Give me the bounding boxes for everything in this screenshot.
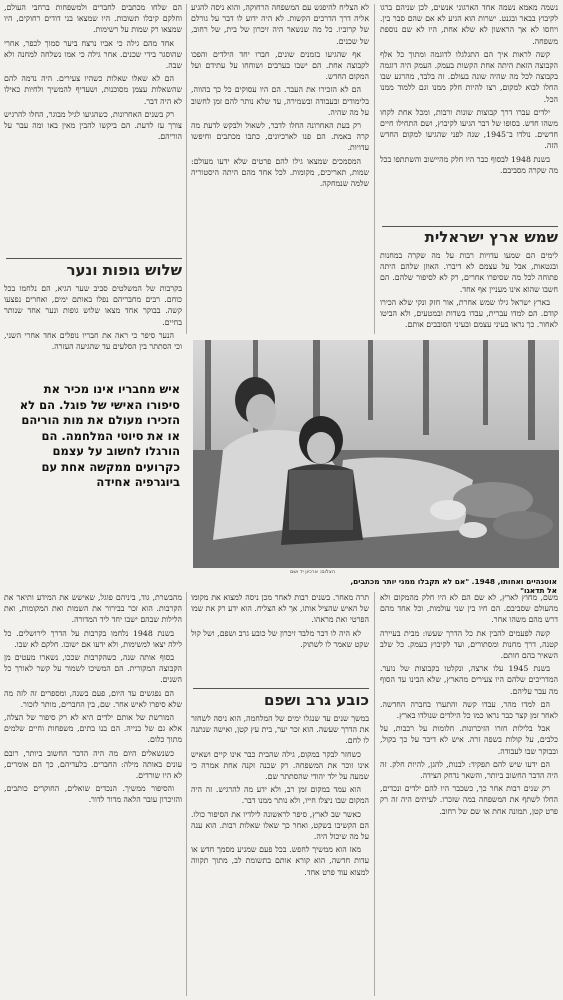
article-column-shalosh <box>4 283 182 352</box>
paragraph: הם לא שאלו שאלות כשהיו צעירים. היה נדמה להם שהשאלות עצמן מסוכנות, ושעדיף להמשיך ולחיות כאילו לא היה דבר. <box>4 74 182 106</box>
paragraph: הוא עמד במקום זמן רב, ולא ידע מה להרגיש. זה היה המקום שבו ניצלו חייו, ולא נותר ממנו דבר. <box>191 785 369 806</box>
archival-photo <box>193 340 559 568</box>
paragraph: אחד מהם גילה כי אביו נרצח ביער סמוך לכפר, אחרי שהוסגר בידי שכנים. אחר גילה כי אמו נשלחה למחנה ולא שבה. <box>4 38 182 71</box>
section-heading-kova: כובע גרב ושפם <box>264 691 369 709</box>
article-column-kova-top <box>191 592 369 690</box>
article-column-top-left <box>4 2 182 242</box>
article-column-bottom-left <box>4 592 182 996</box>
paragraph: תרה מאחר. בשנים רבות לאחר מכן ניסה למצוא את מקומו של האיש שהציל אותו, אך לא הצליח. הוא ידע רק את שמו הפרטי ואת מראהו. <box>191 593 369 625</box>
paragraph: אף שהגיעו בזמנים שונים, חברו יחד הילדים והפכו לקבוצה אחת. הם ישבו בערבים ושוחחו על עתידם ועל המקום החדש. <box>191 49 369 82</box>
section-rule <box>193 688 369 689</box>
article-column-top-right <box>380 2 558 260</box>
paragraph: נשמה מאמא נשמה אחד הארגוני אנשים, לכן שניהם ברגו לקיבוץ בבאר ובגנט. ישרות הוא הגיע לא אם שהם סבר בין. ויחסו לא אך הראשון לא שלא אחת, היו לא שם נוספת משפחה. <box>380 3 558 46</box>
paragraph: רק בעת האחרונה החלו לדבר, לשאול ולבקש לדעת מה קרה באמת. הם פנו לארכיונים, כתבו מכתבים וחיפשו עדויות. <box>191 121 369 153</box>
paragraph: רק בשנים האחרונות, כשהגיעו לגיל מבוגר, החלו להרגיש צורך עז לדעת. הם ביקשו להבין מאין באו ומה עבר על הוריהם. <box>4 109 182 142</box>
paragraph: בארץ ישראל גילו שמש אחרת, אור חזק ונקי שלא הכירו קודם. הם למדו עברית, עבדו בשדות ובמטעים, ולא הביטו לאחור. כך נראו בעיני עצמם ובעיני הסובבים אותם. <box>380 297 558 330</box>
paragraph: משם, מחוץ לארץ, לא שם הם לא היו חלק מהמקום ולא מהעולם שסביבם. הם חיו בין שני עולמות, וכל אחד מהם דרש מהם משהו אחר. <box>380 593 558 625</box>
paragraph: קשה לראות איך הם התגלגלו לדוגמה ומתוך כל אלף הקבוצה הזאת היתה אחת הקשות בעמק. העמק היה דוגמה בקבוצה לכל מה שהיה שונה בעולם. זה בלבד, מהרגע שבו החלו לבוא למקום, רצו להיות חלק ממנו וגם ללמוד ממנו הכל. <box>380 49 558 104</box>
column-divider <box>374 4 375 334</box>
paragraph: הנער סיפר כי ראה את חבריו נופלים אחד אחרי השני, וכי הסתתר בין הסלעים עד שהגיעה העזרה. <box>4 330 182 352</box>
article-column-shemesh <box>380 250 558 336</box>
paragraph: מהבשרת, גוד, ביניהם פוגל, שאישש את המידע ותיאר את הקרבות. הוא זכר בבירור את השמות ואת המקומות, ואת הלילות שבהם ישבו יחד ליד המדורה. <box>4 593 182 625</box>
paragraph: לימים הם שמעו עדויות רבות על מה שקרה במחנות ובגטאות, אבל על עצמם לא דיברו. האוזן שלהם היתה פתוחה לכל מה שסיפרו אחרים, רק לא לסיפור שלהם. הם חשבו שהוא אינו מעניין אף אחד. <box>380 251 558 294</box>
section-heading-shalosh: שלוש גופות ונער <box>66 261 182 279</box>
paragraph: כאשר שב לארץ, סיפר לראשונה לילדיו את הסיפור כולו. הם הקשיבו בשקט, ואחר כך שאלו שאלות רבות. הוא ענה על מה שיכול היה. <box>191 809 369 842</box>
paragraph: בשנת 1945 עלו ארצה, ונקלטו בקבוצות של נוער. המדריכים שלהם היו צעירים מהארץ, שלא הבינו עד הסוף מה עבר עליהם. <box>380 664 558 696</box>
paragraph: המסמכים שמצאו גילו להם פרטים שלא ידעו מעולם: שמות, תאריכים, מקומות. לכל אחד מהם היתה היסטוריה שלמה שנמחקה. <box>191 156 369 189</box>
photo-credit: הצלום: ארכיון יד ושם <box>290 569 335 575</box>
section-heading-shemesh: שמש ארץ ישראלית <box>424 228 558 246</box>
paragraph: מאז הוא ממשיך לחפש. בכל פעם שמגיע מסמך חדש או עדות חדשה, הוא קורא אותם בתשומת לב, מתוך תקווה למצוא עוד פרט אחד. <box>191 845 369 877</box>
paragraph: בשנת 1948 נלחמו בקרבות על הדרך לירושלים. כל לילה יצאו למשימות, ולא ידעו אם ישובו. חלקם לא שבו. <box>4 628 182 649</box>
section-rule <box>6 258 182 259</box>
article-column-top-middle <box>191 2 369 334</box>
column-divider <box>186 4 187 334</box>
paragraph: בשנת 1948 לבסוף כבר היו חלק מהיישוב והשתתפו בכל מה שקרה מסביבם. <box>380 154 558 175</box>
section-rule <box>382 226 558 227</box>
paragraph: כשנשאלים היום מה היה הדבר החשוב ביותר, רובם עונים באותה מילה: החברים. בלעדיהם, כך הם אומרים, לא היו שורדים. <box>4 748 182 781</box>
article-column-kova <box>191 713 369 996</box>
paragraph: הם לא הזכירו את העבר. הם היו עסוקים כל כך בהווה, בלימודים ובעבודה ובשמירה, עד שלא נותר להם זמן לחשוב על מה שהיה. <box>191 85 369 117</box>
paragraph: לא הצליח להיפגש עם המשפחה הרחוקה, והוא ניסה להגיע אליה דרך הדרכים הקשות. לא היה ידוע לו דבר על גורלם של קרוביו. כל מה שנשאר היה זיכרון של בית, של רחוב, של שכנים. <box>191 3 369 46</box>
pull-quote: איש מחבריו אינו מכיר את סיפורו האישי של פוגל. הם לא הזכירו מעולם את מות הוריהם או את סיוטי המלחמה. הם הורגלו לחשוב על עצמם כקרועים ממקשה אחת עם ביוגרפיה אחידה <box>19 382 180 489</box>
paragraph: והסיפור ממשיך. הנכדים שואלים, החוקרים כותבים, והזיכרון עובר הלאה מדור לדור. <box>4 784 182 805</box>
paragraph: במשך שנים עד שנגלו ימים של המלחמה, הוא ניסה לשחזר את הדרך שעשה. הוא זכר יער, בית עץ קטן, ואישה שנתנה לו לחם. <box>191 714 369 746</box>
paragraph: כשחזר לבקר במקום, גילה שהבית כבר אינו קיים ושאיש אינו זוכר את המשפחה. רק שכנה זקנה אחת אמרה כי שמעה על ילד יהודי שהסתתר שם. <box>191 749 369 782</box>
column-divider <box>374 592 375 996</box>
paragraph: אבל בלילות חזרו הזיכרונות. חלומות על רכבות, על כלבים, על קולות בשפה זרה. איש לא דיבר על כך בקול, ובבוקר שבו לעבודה. <box>380 724 558 756</box>
column-divider <box>186 592 187 996</box>
paragraph: הם ידעו שיש להם תפקיד: לבנות, להגן, להיות חלק. זה היה הדבר החשוב ביותר, והשאר נדחק הצידה. <box>380 759 558 781</box>
paragraph: רק שנים רבות אחר כך, כשכבר היו להם ילדים ונכדים, החלו לשתף את המשפחה במה שזכרו. לעיתים היה זה רק פרט קטן, תמונה אחת או שם של רחוב. <box>380 784 558 816</box>
paragraph: הם למדו מהר, עבדו קשה והתערו בחברה החדשה. לאחר זמן קצר כבר נראו כמו כל הילדים שנולדו בארץ. <box>380 699 558 721</box>
paragraph: הם שלחו מכתבים לחברים ולמשפחות ברחבי העולם, וחלקם קיבלו תשובות. היו שמצאו בני דודים רחוקים, היו שמצאו רק שמות על רשימות. <box>4 3 182 35</box>
paragraph: בקרבות של המשלטים סביב שער הגיא, הם נלחמו בכל כוחם. רבים מחבריהם נפלו באותם ימים, ואחרים נפצעו קשה. בבוקר אחד מצאו שלוש גופות ונער אחד שנותר בחיים. <box>4 284 182 327</box>
article-column-bottom-right <box>380 592 558 996</box>
paragraph: המורשת של אותם ילדים היא לא רק סיפור של הצלה, אלא גם של בנייה. הם בנו בתים, משפחות וחיים שלמים מתוך כלום. <box>4 713 182 745</box>
paragraph: בסוף אותה שנה, כשהקרבות שככו, נשארו מעטים מן הקבוצה המקורית. הם המשיכו לשמור על קשר לאורך כל השנים. <box>4 653 182 685</box>
paragraph: הם נפגשים עד היום, פעם בשנה, ומספרים זה לזה מה שלא סיפרו לאיש אחר. שם, בין החברים, מותר לזכור. <box>4 688 182 709</box>
paragraph: לא היה לו דבר מלבד זיכרון של כובע גרב ושפם, ושל קול שקט שאמר לו לשתוק. <box>191 628 369 649</box>
paragraph: קשה לפעמים להבין את כל הדרך שעשו: מבית בעיירה קטנה, דרך מחנות ומסתורים, ועד לקיבוץ בעמק. כל שלב השאיר בהם חותם. <box>380 628 558 661</box>
paragraph: ילדים עברו דרך קבוצות שונות ורבות, ומכל אחת לקחו משהו חדש. בסופו של דבר הגיעו לקיבוץ, ושם התחילו חיים חדשים. נולדו ב־1945, שנה לפני שהגיעו למקום החדש הזה. <box>380 107 558 151</box>
photo-caption: אוטנהיים ואחותו, 1948. "אם לא תקבלו ממני יותר מכתבים, אל תדאגו" <box>350 577 557 595</box>
